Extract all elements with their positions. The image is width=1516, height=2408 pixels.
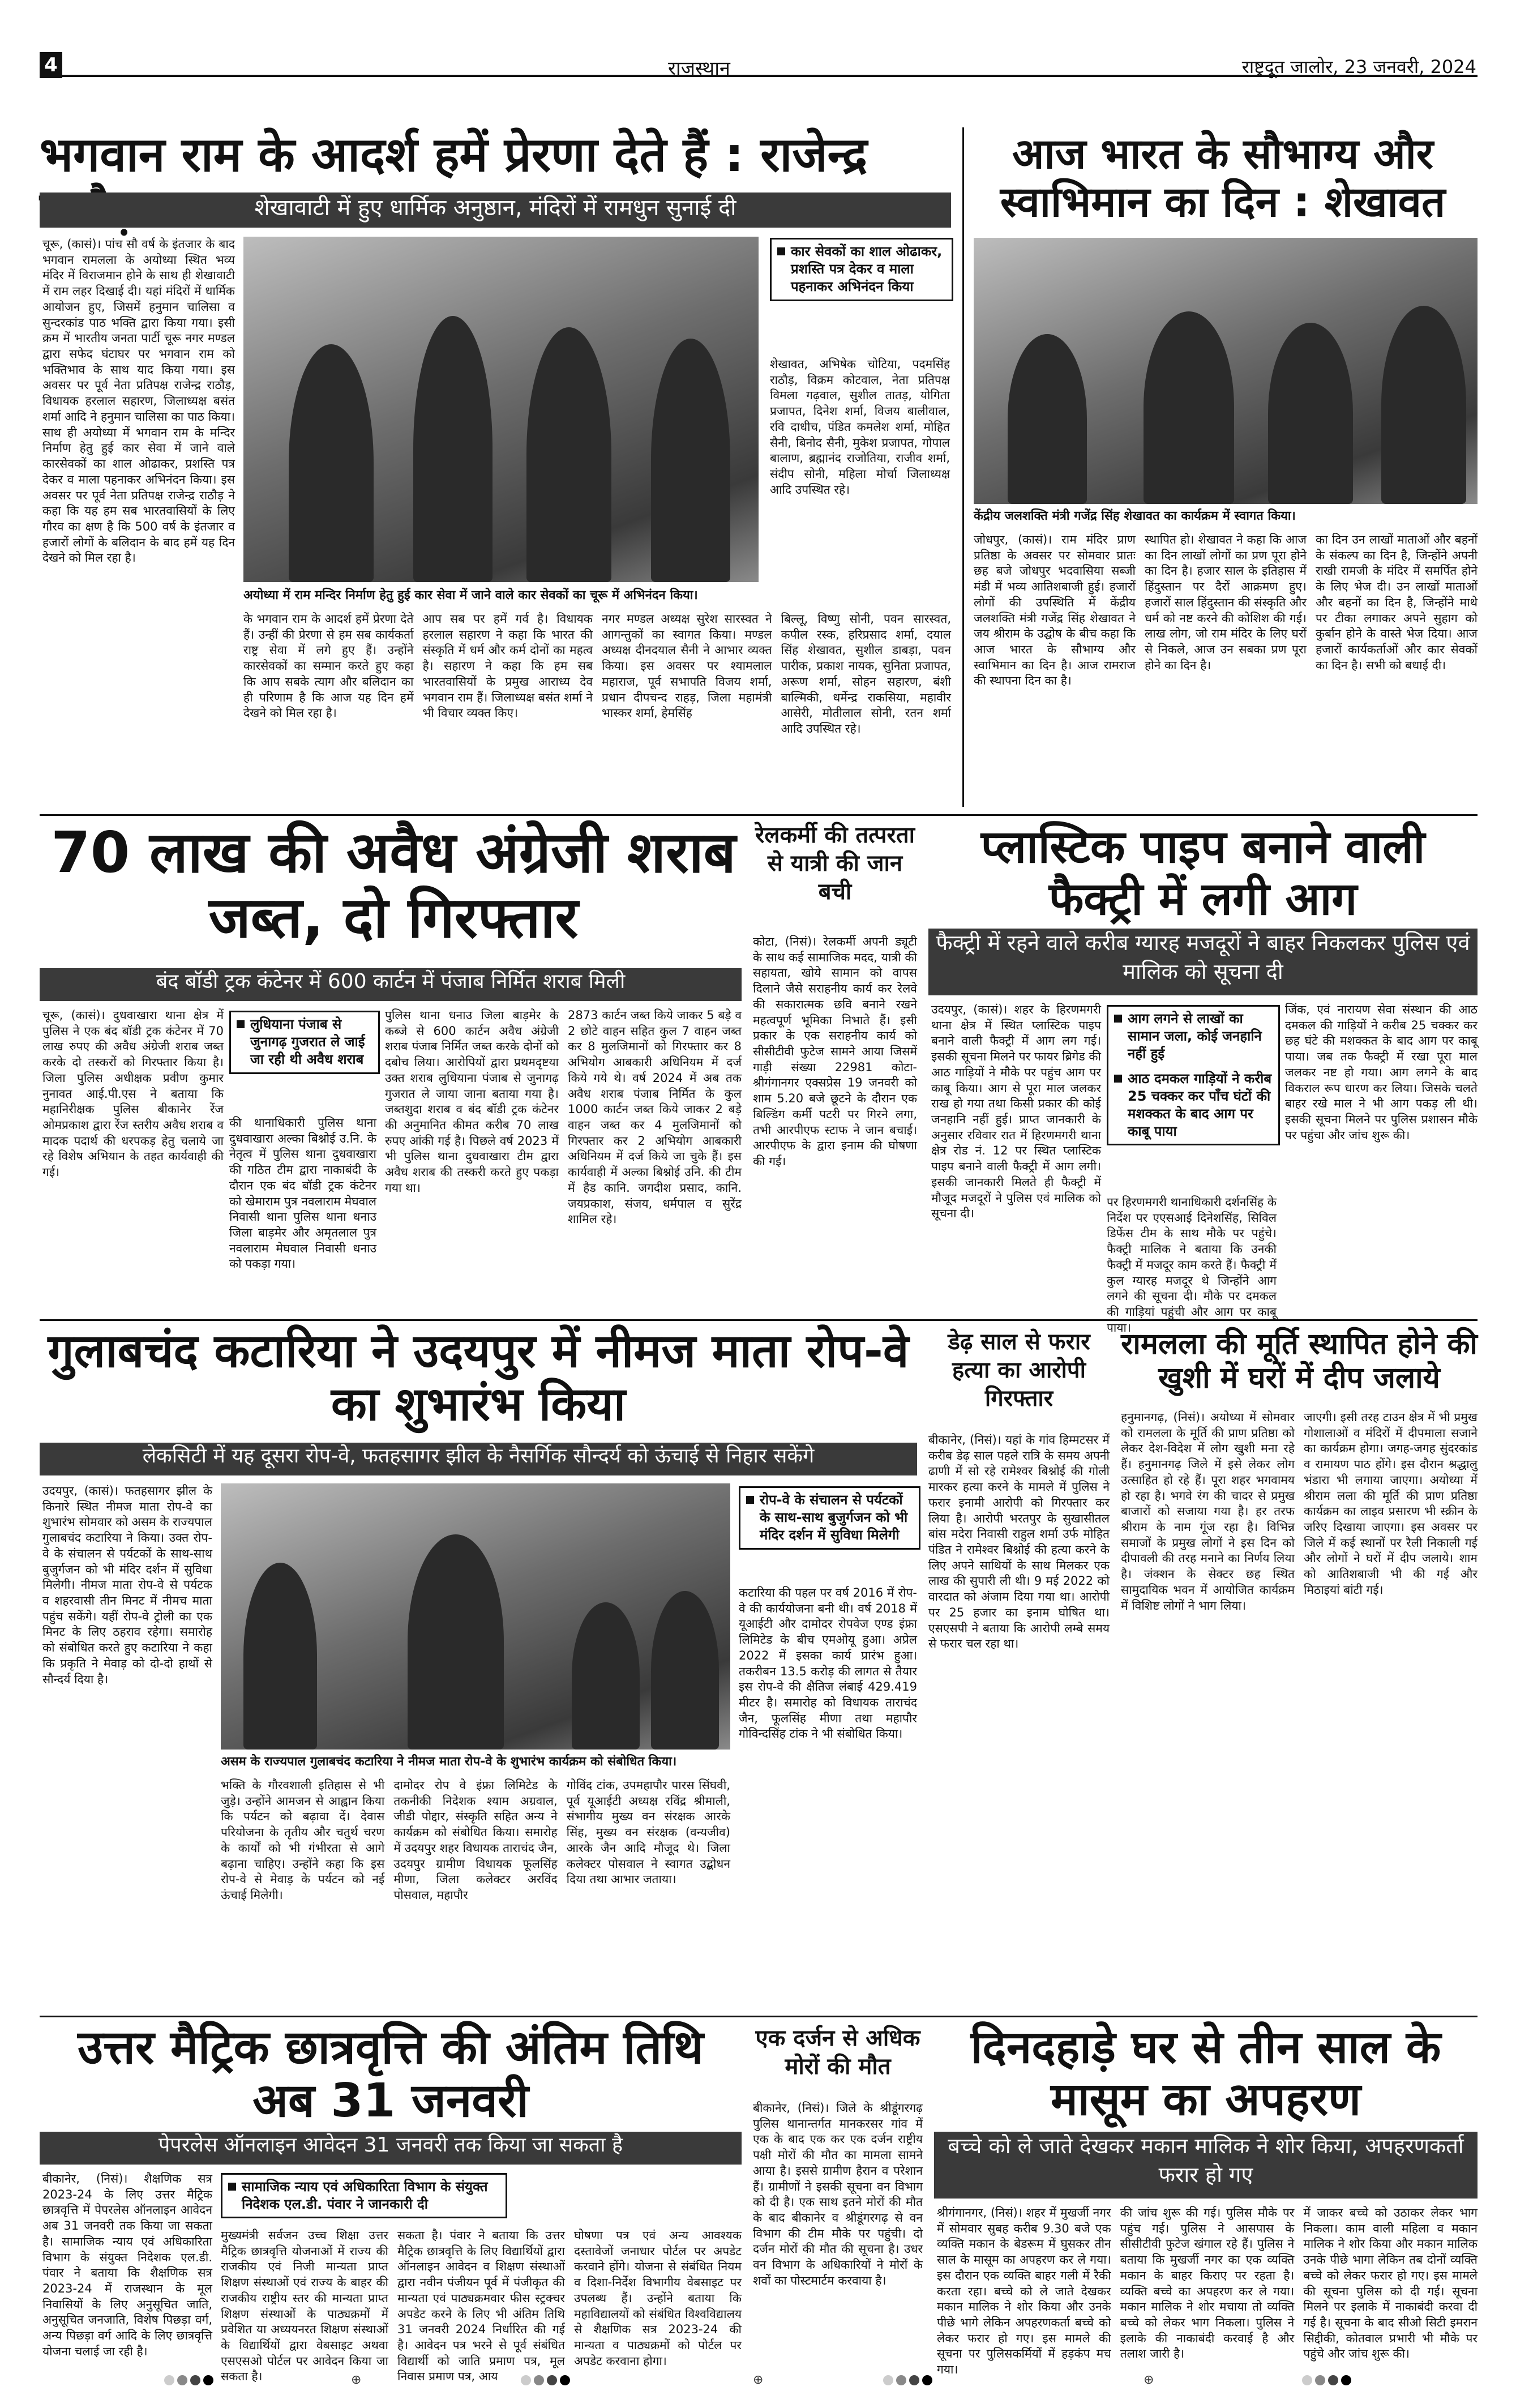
- story3-col2: की थानाधिकारी पुलिस थाना दुधवाखारा अल्का बिश्नोई उ.नि. के नेतृत्व में पुलिस थाना दुधवाखारा की गठित टीम द्वारा नाकाबंदी के दौरान एक बंद बॉडी ट्रक कंटेनर को खेमाराम पुत्र नवलाराम मेघवाल निवासी थाना पुलिस थाना धनाउ जिला बाड़मेर और अमृतलाल पुत्र नवलाराम मेघवाल निवासी धनाउ को पकड़ा गया।: [229, 1116, 376, 1271]
- story6-bottom-cols: भक्ति के गौरवशाली इतिहास से भी जुड़े। उन्होंने आमजन से आह्वान किया कि पर्यटन को बढ़ावा दें। देवास परियोजना के तृतीय और चतुर्थ चरण के कार्यों को भी गंभीरता से आगे बढ़ाना चाहिए। उन्होंने कहा कि इस रोप-वे से मेवाड़ के पर्यटन को नई ऊंचाई मिलेगी। दामोदर रोप वे इंफ्रा लिमिटेड के तकनीकी निदेशक श्याम अग्रवाल, जीडी पोद्दार, संस्कृति सहित अन्य ने कार्यक्रम को संबोधित किया। समारोह में उदयपुर शहर विधायक ताराचंद जैन, उदयपुर ग्रामीण विधायक फूलसिंह मीणा, जिला कलेक्टर अरविंद पोसवाल, महापौर गोविंद टांक, उपमहापौर पारस सिंघवी, पूर्व यूआईटी अध्यक्ष रविंद्र श्रीमाली, संभागीय मुख्य वन संरक्षक आरके सिंह, मुख्य वन संरक्षक (वन्यजीव) आरके जैन आदि मौजूद थे। जिला कलेक्टर पोसवाल ने स्वागत उद्बोधन दिया तथा आभार जताया।: [221, 1778, 730, 1902]
- story11-headline: दिनदहाड़े घर से तीन साल के मासूम का अपहरण: [970, 2021, 1441, 2125]
- story3-highlight-box: लुधियाना पंजाब से जुनागढ़ गुजरात ले जाई जा रही थी अवैध शराब: [229, 1011, 380, 1074]
- story3-subhead: बंद बॉडी ट्रक कंटेनर में 600 कार्टन में पंजाब निर्मित शराब मिली: [40, 968, 742, 1001]
- story6-headline: गुलाबचंद कटारिया ने उदयपुर में नीमज माता रोप-वे का शुभारंभ किया: [48, 1324, 909, 1432]
- story6-col1: उदयपुर, (कासं)। फतहसागर झील के किनारे स्थित नीमज माता रोप-वे का शुभारंभ सोमवार को असम के राज्यपाल गुलाबचंद कटारिया ने किया। उक्त रोप-वे के संचालन से पर्यटकों के साथ-साथ बुजुर्गजन को भी मंदिर दर्शन में सुविधा मिलेगी। नीमज माता रोप-वे से पर्यटक व शहरवासी तीन मिनट में नीमच माता पहुंच सकेंगे। यहीं रोप-वे ट्रोली का एक मिनट के लिए ठहराव रहेगा। समारोह को संबोधित करते हुए कटारिया ने कहा कि प्रकृति ने मेवाड़ को दो-दो हाथों से सौन्दर्य दिया है।: [42, 1484, 212, 1686]
- story1-photo: [243, 237, 759, 582]
- story5-highlight-box: आग लगने से लाखों का सामान जला, कोई जनहानि नहीं हुई आठ दमकल गाड़ियों ने करीब 25 चक्कर कर पाँच घंटों की मशक्कत के बाद आग पर काबू पाया: [1107, 1005, 1280, 1145]
- story2-photo: [974, 238, 1478, 504]
- story6-highlight-box: रोप-वे के संचालन से पर्यटकों के साथ-साथ बुजुर्गजन को भी मंदिर दर्शन में सुविधा मिलेगी: [739, 1486, 920, 1550]
- story3-col1: चूरू, (कासं)। दुधवाखारा थाना क्षेत्र में पुलिस ने एक बंद बॉडी ट्रक कंटेनर में 70 लाख रुपए की अवैध अंग्रेजी शराब जब्त करके दो तस्करों को गिरफ्तार किया है। जिला पुलिस अधीक्षक प्रवीण कुमार नुनावत आई.पी.एस ने बताया कि महानिरीक्षक पुलिस बीकानेर रेंज ओमप्रकाश द्वारा रेंज स्तरीय अवैध शराब व मादक पदार्थ की धरपकड़ हेतु चलाये जा रहे विशेष अभियान के तहत कार्यवाही की गई।: [42, 1008, 224, 1179]
- story7-col1: बीकानेर, (निसं)। यहां के गांव हिम्मटसर में करीब डेढ़ साल पहले रात्रि के समय अपनी ढाणी में सो रहे रामेश्वर बिश्नोई की गोली मारकर हत्या करने के मामले में पुलिस ने फरार इनामी आरोपी को गिरफ्तार कर लिया है। आरोपी भरतपुर के सुखासीतल बांस मदेरा निवासी राहुल शर्मा उर्फ मोहित पंडित ने रामेश्वर बिश्नोई की हत्या करने के लिए अपने साथियों के साथ मिलकर एक लाख की सुपारी ली थी। 9 मई 2022 को वारदात को अंजाम दिया गया था। आरोपी पर 25 हजार का इनाम घोषित था। एसएसपी ने बताया कि आरोपी लम्बे समय से फरार चल रहा था।: [928, 1433, 1110, 1651]
- story4-headline: रेलकर्मी की तत्परता से यात्री की जान बची: [755, 822, 915, 905]
- section-name: राजस्थान: [668, 57, 730, 80]
- story6-caption: असम के राज्यपाल गुलाबचंद कटारिया ने नीमज माता रोप-वे के शुभारंभ कार्यक्रम को संबोधित किया।: [221, 1754, 730, 1770]
- story9-highlight-box: सामाजिक न्याय एवं अधिकारिता विभाग के संयुक्त निदेशक एल.डी. पंवार ने जानकारी दी: [221, 2173, 507, 2218]
- story5-col2: पर हिरणमगरी थानाधिकारी दर्शनसिंह के निर्देश पर एएसआई दिनेशसिंह, सिविल डिफेंस टीम के साथ मौके पर पहुंचे। फैक्ट्री मालिक ने बताया कि उनकी फैक्ट्री में मजदूर काम करते हैं। फैक्ट्री में कुल ग्यारह मजदूर थे जिन्होंने आग लगने की सूचना दी। मौके पर दमकल की गाड़ियां पहुंची और आग पर काबू पाया।: [1107, 1195, 1277, 1335]
- story6-photo: [221, 1483, 730, 1750]
- story3-headline: 70 लाख की अवैध अंग्रेजी शराब जब्त, दो गिरफ्तार: [51, 819, 736, 951]
- column-divider: [962, 127, 964, 807]
- story3-cols: पुलिस थाना धनाउ जिला बाड़मेर के कब्जे से 600 कार्टन अवैध अंग्रेजी शराब पंजाब निर्मित जब्त करके दोनों को दबोच लिया। आरोपियों द्वारा प्रथमदृष्टया उक्त शराब लुधियाना पंजाब से जुनागढ़ गुजरात ले जाया जाना बताया गया है। जब्तशुदा शराब व बंद बॉडी ट्रक कंटेनर की अनुमानित कीमत करीब 70 लाख रुपए आंकी गई है। पिछले वर्ष 2023 में भी पुलिस थाना दुधवाखारा टीम द्वारा अवैध शराब की तस्करी करते हुए पकड़ा गया था। 2873 कार्टन जब्त किये जाकर 5 बड़े व 2 छोटे वाहन सहित कुल 7 वाहन जब्त कर 8 मुलजिमानों को गिरफ्तार कर 8 अभियोग आबकारी अधिनियम में दर्ज किये गये थे। वर्ष 2024 में अब तक अवैध शराब पंजाब निर्मित के कुल 1000 कार्टन जब्त किये जाकर 2 बड़े वाहन जब्त कर 4 मुलजिमानों को गिरफ्तार कर 2 अभियोग आबकारी अधिनियम में दर्ज किये जा चुके हैं। इस कार्यवाही में अल्का बिश्नोई उनि. की टीम में हैड कानि. जगदीश प्रसाद, कानि. जयप्रकाश, संजय, धर्मपाल व सुरेंद्र शामिल रहे।: [385, 1008, 742, 1226]
- story1-subhead: शेखावाटी में हुए धार्मिक अनुष्ठान, मंदिरों में रामधुन सुनाई दी: [40, 193, 951, 228]
- story4-col1: कोटा, (निसं)। रेलकर्मी अपनी ड्यूटी के साथ कई सामाजिक मदद, यात्री की सहायता, खोये सामान को वापस दिलाने जैसे सराहनीय कार्य कर रेलवे की सकारात्मक छवि बनाने रखने महत्वपूर्ण भूमिका निभाते हैं। इसी प्रकार के एक सराहनीय कार्य को सीसीटीवी फुटेज सामने आया जिसमें गाड़ी संख्या 22981 कोटा-श्रीगंगानगर एक्सप्रेस 19 जनवरी को शाम 5.20 बजे छूटने के दौरान एक बिल्डिंग कर्मी पटरी पर गिरने लगा, तभी आरपीएफ स्टाफ ने जान बचाई। आरपीएफ के द्वारा इनाम की घोषणा की गई।: [753, 935, 917, 1169]
- story6-col5: कटारिया की पहल पर वर्ष 2016 में रोप-वे की कार्ययोजना बनी थी। वर्ष 2018 में यूआईटी और दामोदर रोपवेज एण्ड इंफ्रा लिमिटेड के बीच एमओयू हुआ। अप्रेल 2022 में इसका कार्य प्रारंभ हुआ। तकरीबन 13.5 करोड़ की लागत से तैयार इस रोप-वे की क्षैतिज लंबाई 429.419 मीटर है। समारोह को विधायक ताराचंद जैन, फूलसिंह मीणा तथा महापौर गोविन्दसिंह टांक ने भी संबोधित किया।: [739, 1586, 917, 1741]
- row-divider: [40, 814, 1478, 816]
- story1-highlight-box: कार सेवकों का शाल ओढाकर, प्रशस्ति पत्र देकर व माला पहनाकर अभिनंदन किया: [770, 238, 953, 301]
- story8-headline: रामलला की मूर्ति स्थापित होने की खुशी में घरों में दीप जलाये: [1121, 1327, 1478, 1395]
- story5-col1: उदयपुर, (कासं)। शहर के हिरणमगरी थाना क्षेत्र में स्थित प्लास्टिक पाइप बनाने वाली फैक्ट्री में आग लग गई। इसकी सूचना मिलने पर फायर ब्रिगेड की आठ गाड़ियों ने मौके पर पहुंच आग पर काबू किया। आग से पूरा माल जलकर राख हो गया तथा किसी प्रकार की कोई जनहानि नहीं हुई। प्राप्त जानकारी के अनुसार रविवार रात में हिरणमगरी थाना क्षेत्र रोड नं. 12 पर स्थित प्लास्टिक पाइप बनाने वाली फैक्ट्री में आग लगी। इसकी जानकारी मिलते ही फैक्ट्री में मौजूद मजदूरों ने पुलिस एवं मालिक को सूचना दी।: [931, 1003, 1101, 1221]
- page-number: 4: [40, 52, 62, 78]
- story8-cols: हनुमानगढ़, (निसं)। अयोध्या में सोमवार को रामलला के मूर्ति की प्राण प्रतिष्ठा को लेकर देश-विदेश में लोग खुशी मना रहे हैं। हनुमानगढ़ जिले में इसे लेकर लोग उत्साहित हो रहे हैं। पूरा शहर भगवामय हो रहा है। भगवे रंग की चादर से प्रमुख बाजारों को सजाया गया है। हर तरफ श्रीराम के नाम गूंज रहा है। विभिन्न समाजों के प्रमुख लोगों ने इस दिन को दीपावली की तरह मनाने का निर्णय लिया है। जंक्शन के सेक्टर छह स्थित सामुदायिक भवन में आयोजित कार्यक्रम में विशिष्ट लोगों ने भाग लिया। जाएगी। इसी तरह टाउन क्षेत्र में भी प्रमुख गोशालाओं व मंदिरों में दीपमाला सजाने का कार्यक्रम होगा। जगह-जगह सुंदरकांड व रामायण पाठ होंगे। इस दौरान श्रद्धालु भंडारा भी लगाया जाएगा। अयोध्या में श्रीराम लला की मूर्ति की प्राण प्रतिष्ठा कार्यक्रम का लाइव प्रसारण भी स्क्रीन के जरिए दिखाया जाएगा। इस अवसर पर जिले में कई स्थानों पर रैली निकाली गई और लोगों ने घरों में दीप जलाये। शाम को आतिशबाजी भी की गई और मिठाइयां बांटी गई।: [1121, 1410, 1478, 1613]
- story1-caption: अयोध्या में राम मन्दिर निर्माण हेतु हुई कार सेवा में जाने वाले कार सेवकों का चूरू में अभिनंदन किया।: [243, 588, 951, 604]
- story5-col3: जिंक, एवं नारायण सेवा संस्थान की आठ दमकल की गाड़ियों ने करीब 25 चक्कर कर छह घंटे की मशक्कत के बाद आग पर काबू पाया। जब तक फैक्ट्री में रखा पूरा माल जलकर नष्ट हो गया। आग लगने के बाद विकराल रूप धारण कर लिया। जिसके चलते बाहर रखे माल ने भी आग पकड़ ली थी। इसकी सूचना मिलने पर पुलिस प्रशासन मौके पर पहुंचा और जांच शुरू की।: [1285, 1003, 1478, 1142]
- story1-headline: भगवान राम के आदर्श हमें प्रेरणा देते हैं : राजेन्द्र: [40, 127, 868, 182]
- story9-headline: उत्तर मैट्रिक छात्रवृत्ति की अंतिम तिथि अब 31 जनवरी: [78, 2021, 704, 2128]
- dateline: राष्ट्रदूत जालोर, 23 जनवरी, 2024: [1241, 56, 1476, 78]
- story5-headline: प्लास्टिक पाइप बनाने वाली फैक्ट्री में लगी आग: [980, 820, 1425, 925]
- row-divider: [40, 2016, 1478, 2017]
- story1-col1: चूरू, (कासं)। पांच सौ वर्ष के इंतजार के बाद भगवान रामलला के अयोध्या स्थित भव्य मंदिर में विराजमान होने के साथ ही शेखावाटी में राम लहर दिखाई दी। यहां मंदिरों में धार्मिक आयोजन हुए, जिसमें हनुमान चालिसा व सुन्दरकांड पाठ भक्ति द्वारा किया गया। इसी क्रम में भारतीय जनता पार्टी चूरू नगर मण्डल द्वारा सफेद घंटाघर पर भगवान राम को भक्तिभाव के साथ याद किया गया। इस अवसर पर पूर्व नेता प्रतिपक्ष राजेन्द्र राठौड़, विधायक हरलाल सहारण, जिलाध्यक्ष बसंत शर्मा आदि ने हनुमान चालिसा का पाठ किया। साथ ही अयोध्या में भगवान राम के मन्दिर निर्माण हेतु हुई कार सेवा में जाने वाले कारसेवकों का शाल ओढाकर, प्रशस्ति पत्र देकर व माला पहनाकर अभिनंदन किया। इस अवसर पर पूर्व नेता प्रतिपक्ष राजेन्द्र राठौड़ ने कहा कि यह हम सब भारतवासियों के लिए गौरव का क्षण है कि 500 वर्ष के इंतजार व हजारों लोगों के बलिदान के बाद हमें यह दिन देखने को मिल रहा है।: [42, 237, 235, 565]
- story11-subhead: बच्चे को ले जाते देखकर मकान मालिक ने शोर किया, अपहरणकर्ता फरार हो गए: [934, 2132, 1478, 2199]
- story10-headline: एक दर्जन से अधिक मोरों की मौत: [755, 2025, 920, 2080]
- story2-cols: जोधपुर, (कासं)। राम मंदिर प्राण प्रतिष्ठा के अवसर पर सोमवार प्रातः छह बजे जोधपुर भदवासिया सब्जी मंडी में भव्य आतिशबाजी हुई। हजारों लोगों की उपस्थिति में केंद्रीय जलशक्ति मंत्री गजेंद्र सिंह शेखावत ने जय श्रीराम के उद्घोष के बीच कहा कि आज भारत के सौभाग्य और स्वाभिमान का दिन है। आज रामराज की स्थापना दिन का है। स्थापित हो। शेखावत ने कहा कि आज का दिन लाखों लोगों का प्रण पूरा होने का दिन है। हजार साल के इतिहास में हिंदुस्तान पर दैरों आक्रमण हुए। हजारों साल हिंदुस्तान की संस्कृति और धर्म को नष्ट करने की कोशिश की गई। लाख लोग, जो राम मंदिर के लिए घरों से निकले, आज उन सबका प्रण पूरा होने का दिन है। का दिन उन लाखों माताओं और बहनों के संकल्प का दिन है, जिन्होंने अपनी राखी रामजी के मंदिर में समर्पित होने के लिए भेज दी। उन लाखों माताओं और बहनों का दिन है, जिन्होंने माथे पर टीका लगाकर अपने सुहाग को कुर्बान होने के वास्ते भेज दिया। आज हजारों कार्यकर्ताओं और कार सेवकों का दिन है। सभी को बधाई दी।: [974, 533, 1478, 688]
- story5-subhead: फैक्ट्री में रहने वाले करीब ग्यारह मजदूरों ने बाहर निकलकर पुलिस एवं मालिक को सूचना दी: [928, 929, 1478, 995]
- story1-bottom-cols: के भगवान राम के आदर्श हमें प्रेरणा देते हैं। उन्हीं की प्रेरणा से हम सब कार्यकर्ता राष्ट्र सेवा में लगे हुए हैं। उन्होंने कारसेवकों का सम्मान करते हुए कहा कि आप सबके त्याग और बलिदान का ही परिणाम है कि आज यह दिन हमें देखने को मिल रहा है। आप सब पर हमें गर्व है। विधायक हरलाल सहारण ने कहा कि भारत की संस्कृति में धर्म और कर्म दोनों का महत्व है। सहारण ने कहा कि हम सब भारतवासियों के प्रमुख आराध्य देव भगवान राम हैं। जिलाध्यक्ष बसंत शर्मा ने भी विचार व्यक्त किए। नगर मण्डल अध्यक्ष सुरेश सारस्वत ने आगन्तुकों का स्वागत किया। मण्डल अध्यक्ष दीनदयाल सैनी ने आभार व्यक्त किया। इस अवसर पर श्यामलाल महाराज, पूर्व सभापति विजय शर्मा, प्रधान दीपचन्द राहड़, जिला महामंत्री भास्कर शर्मा, हेमसिंह बिल्लू, विष्णु सोनी, पवन सारस्वत, कपील रस्क, हरिप्रसाद शर्मा, दयाल सिंह शेखावत, सुशील डाबड़ा, पवन पारीक, प्रकाश नायक, सुनिता प्रजापत, अरूण शर्मा, सोहन सहारण, बंशी बाल्मिकी, धर्मेन्द्र राकसिया, महावीर आसेरी, मोतीलाल सोनी, रतन शर्मा आदि उपस्थित रहे।: [243, 612, 951, 736]
- row-divider: [40, 1319, 1478, 1321]
- story1-col5: शेखावत, अभिषेक चोटिया, पदमसिंह राठौड़, विक्रम कोटवाल, नेता प्रतिपक्ष विमला गढ़वाल, सुशील तातड़, योगिता प्रजापत, दिनेश शर्मा, विजय बालीवाल, रवि दाधीच, पंडित कमलेश शर्मा, मोहित सैनी, बिनोद सैनी, मुकेश प्रजापत, गोपाल बालाण, ब्रह्मानंद राजोतिया, राजीव शर्मा, संदीप सोनी, महिला मोर्चा जिलाध्यक्ष आदि उपस्थित रहे।: [770, 357, 950, 497]
- story6-subhead: लेकसिटी में यह दूसरा रोप-वे, फतहसागर झील के नैसर्गिक सौन्दर्य को ऊंचाई से निहार सकेंगे: [40, 1443, 917, 1475]
- story2-headline: आज भारत के सौभाग्य और स्वाभिमान का दिन : शेखावत: [1000, 130, 1446, 227]
- story11-cols: श्रीगंगानगर, (निसं)। शहर में मुखर्जी नगर में सोमवार सुबह करीब 9.30 बजे एक व्यक्ति मकान के बेडरूम में घुसकर तीन साल के मासूम का अपहरण कर ले गया। इस दौरान एक व्यक्ति बाहर गली में रैकी करता रहा। बच्चे को ले जाते देखकर मकान मालिक ने शोर किया और उनके पीछे भागे लेकिन अपहरणकर्ता बच्चे को लेकर फरार हो गए। इस मामले की सूचना पर पुलिसकर्मियों में हड़कंप मच गया। की जांच शुरू की गई। पुलिस मौके पर पहुंच गई। पुलिस ने आसपास के सीसीटीवी फुटेज खंगाल रहे हैं। पुलिस ने बताया कि मुखर्जी नगर का एक व्यक्ति मकान के बाहर किराए पर रहता है। व्यक्ति बच्चे का अपहरण कर ले गया। मकान मालिक ने शोर मचाया तो व्यक्ति बच्चे को लेकर भाग निकला। पुलिस ने इलाके की नाकाबंदी करवाई है और तलाश जारी है। में जाकर बच्चे को उठाकर लेकर भाग निकला। काम वाली महिला व मकान मालिक ने शोर किया और मकान मालिक उनके पीछे भागा लेकिन तब दोनों व्यक्ति बच्चे को लेकर फरार हो गए। इस मामले की सूचना पुलिस को दी गई। सूचना मिलने पर इलाके में नाकाबंदी करवा दी गई है। सूचना के बाद सीओ सिटी इमरान सिद्दीकी, कोतवाल प्रभारी भी मौके पर पहुंचे और जांच शुरू की।: [937, 2206, 1478, 2377]
- print-registration-marks: ⊕ ⊕ ⊕: [0, 2375, 1516, 2392]
- story7-headline: डेढ़ साल से फरार हत्या का आरोपी गिरफ्तार: [948, 1329, 1090, 1412]
- story10-col1: बीकानेर, (निसं)। जिले के श्रीडूंगरगढ़ पुलिस थानान्तर्गत मानकरसर गांव में एक के बाद एक कर एक दर्जन राष्ट्रीय पक्षी मोरों की मौत का मामला सामने आया है। इससे ग्रामीण हैरान व परेशान हैं। ग्रामीणों ने इसकी सूचना वन विभाग को दी है। एक साथ इतने मोरों की मौत के बाद बीकानेर व श्रीडूंगरगढ़ से वन विभाग की टीम मौके पर पहुंची। दो दर्जन मोरों की मौत की सूचना है। उधर वन विभाग के अधिकारियों ने मोरों के शवों का पोस्टमार्टम करवाया है।: [753, 2101, 923, 2287]
- story2-caption: केंद्रीय जलशक्ति मंत्री गजेंद्र सिंह शेखावत का कार्यक्रम में स्वागत किया।: [974, 508, 1478, 525]
- story9-cols: मुख्यमंत्री सर्वजन उच्च शिक्षा उत्तर मैट्रिक छात्रवृत्ति योजनाओं में राज्य की राजकीय एवं निजी मान्यता प्राप्त शिक्षण संस्थाओं एवं राज्य के बाहर की राजकीय राष्ट्रीय स्तर की मान्यता प्राप्त शिक्षण संस्थाओं के पाठ्यक्रमों में प्रवेशित या अध्ययनरत शिक्षण संस्थाओं के विद्यार्थियों द्वारा वेबसाइट अथवा एसएसओ पोर्टल पर आवेदन किया जा सकता है। सकता है। पंवार ने बताया कि उत्तर मैट्रिक छात्रवृत्ति के लिए विद्यार्थियों द्वारा ऑनलाइन आवेदन व शिक्षण संस्थाओं द्वारा नवीन पंजीयन पूर्व में पंजीकृत की मान्यता एवं पाठ्यक्रमवार फीस स्ट्रक्चर अपडेट करने के लिए भी अंतिम तिथि 31 जनवरी 2024 निर्धारित की गई है। आवेदन पत्र भरने से पूर्व संबंधित विद्यार्थी को जाति प्रमाण पत्र, मूल निवास प्रमाण पत्र, आय घोषणा पत्र एवं अन्य आवश्यक दस्तावेजों जनाधार पोर्टल पर अपडेट करवाने होंगे। योजना से संबंधित नियम व दिशा-निर्देश विभागीय वेबसाइट पर उपलब्ध हैं। उन्होंने बताया कि महाविद्यालयों को संबंधित विश्वविद्यालय से शैक्षणिक सत्र 2023-24 की मान्यता व पाठ्यक्रमों को पोर्टल पर अपडेट करवाना होगा।: [221, 2229, 742, 2384]
- story9-subhead: पेपरलेस ऑनलाइन आवेदन 31 जनवरी तक किया जा सकता है: [40, 2132, 742, 2165]
- story9-col1: बीकानेर, (निसं)। शैक्षणिक सत्र 2023-24 के लिए उत्तर मैट्रिक छात्रवृत्ति में पेपरलेस ऑनलाइन आवेदन अब 31 जनवरी तक किया जा सकता है। सामाजिक न्याय एवं अधिकारिता विभाग के संयुक्त निदेशक एल.डी. पंवार ने बताया कि शैक्षणिक सत्र 2023-24 में राजस्थान के मूल निवासियों के लिए अनुसूचित जाति, अनुसूचित जनजाति, विशेष पिछड़ा वर्ग, अन्य पिछड़ा वर्ग आदि के लिए छात्रवृत्ति योजना चलाई जा रही है।: [42, 2172, 212, 2358]
